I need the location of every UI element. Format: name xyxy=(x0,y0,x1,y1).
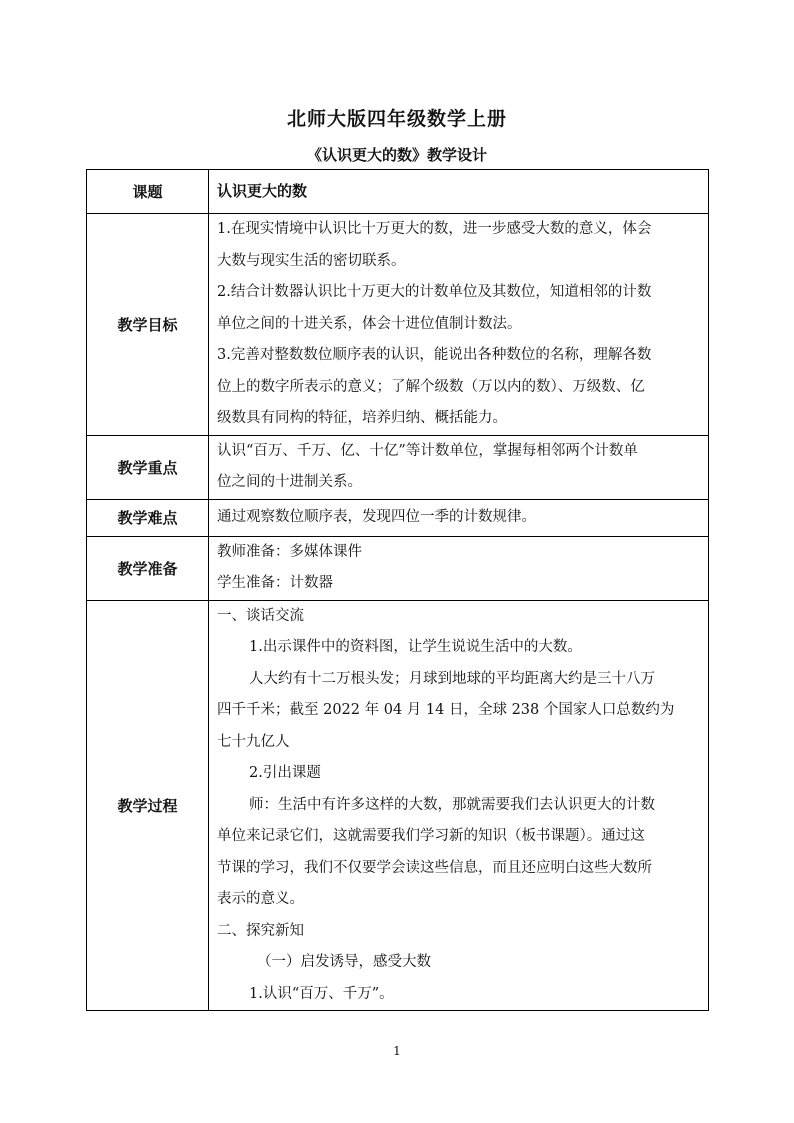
process-line: 人大约有十二万根头发；月球到地球的平均距离大约是三十八万 xyxy=(249,670,655,687)
document-subtitle: 《认识更大的数》教学设计 xyxy=(306,146,487,164)
process-line: 四千千米；截至 2022 年 04 月 14 日，全球 238 个国家人口总数约为 xyxy=(217,702,675,718)
goals-line: 级数具有同构的特征，培养归纳、概括能力。 xyxy=(217,410,507,426)
row-content-key-points xyxy=(209,435,709,499)
process-line: 节课的学习，我们不仅要学会读这些信息，而且还应明白这些大数所 xyxy=(217,859,652,876)
row-content-goals xyxy=(209,214,709,436)
lesson-plan-table xyxy=(86,169,709,1011)
table-row xyxy=(87,214,709,436)
goals-line: 1.在现实情境中认识比十万更大的数，进一步感受大数的意义，体会 xyxy=(217,221,652,237)
difficulties-line: 通过观察数位顺序表，发现四位一季的计数规律。 xyxy=(217,508,536,525)
page-number: 1 xyxy=(393,1044,401,1058)
row-label-difficulties: 教学难点 xyxy=(87,499,209,536)
table-row xyxy=(87,600,709,1011)
table-row xyxy=(87,499,709,536)
table-row xyxy=(87,170,709,214)
process-line: 单位来记录它们，这就需要我们学习新的知识（板书课题）。通过这 xyxy=(217,828,645,844)
row-content-topic xyxy=(209,170,709,214)
preparation-line: 教师准备：多媒体课件 xyxy=(217,543,362,560)
process-line: 二、探究新知 xyxy=(217,922,304,939)
process-line: 1.出示课件中的资料图，让学生说说生活中的大数。 xyxy=(249,639,582,655)
topic-value: 认识更大的数 xyxy=(217,181,308,200)
goals-line: 大数与现实生活的密切联系。 xyxy=(217,252,406,269)
process-line: 一、谈话交流 xyxy=(217,607,304,624)
key-points-line: 位之间的十进制关系。 xyxy=(217,474,362,490)
process-line: 表示的意义。 xyxy=(217,891,304,907)
key-points-line: 认识“百万、千万、亿、十亿”等计数单位，掌握每相邻两个计数单 xyxy=(217,442,638,459)
table-row xyxy=(87,435,709,499)
process-line: 1.认识“百万、千万”。 xyxy=(249,985,394,1002)
goals-line: 2.结合计数器认识比十万更大的计数单位及其数位，知道相邻的计数 xyxy=(217,284,652,300)
row-label-process: 教学过程 xyxy=(87,600,209,1011)
goals-line: 3.完善对整数数位顺序表的认识，能说出各种数位的名称，理解各数 xyxy=(217,347,652,363)
preparation-line: 学生准备：计数器 xyxy=(217,575,333,591)
row-content-preparation xyxy=(209,536,709,600)
process-line: （一）启发诱导，感受大数 xyxy=(257,954,431,970)
goals-line: 单位之间的十进关系，体会十进位值制计数法。 xyxy=(217,315,522,332)
document-title: 北师大版四年级数学上册 xyxy=(286,108,507,130)
table-row xyxy=(87,536,709,600)
goals-line: 位上的数字所表示的意义；了解个级数（万以内的数）、万级数、亿 xyxy=(217,378,645,395)
row-content-process xyxy=(209,600,709,1011)
row-label-key-points: 教学重点 xyxy=(87,435,209,499)
process-line: 师：生活中有许多这样的大数，那就需要我们去认识更大的计数 xyxy=(249,796,655,813)
process-line: 七十九亿人 xyxy=(217,733,290,750)
process-line: 2.引出课题 xyxy=(249,765,321,781)
row-label-topic: 课题 xyxy=(87,170,209,214)
row-label-goals: 教学目标 xyxy=(87,214,209,436)
row-label-preparation: 教学准备 xyxy=(87,536,209,600)
row-content-difficulties xyxy=(209,499,709,536)
